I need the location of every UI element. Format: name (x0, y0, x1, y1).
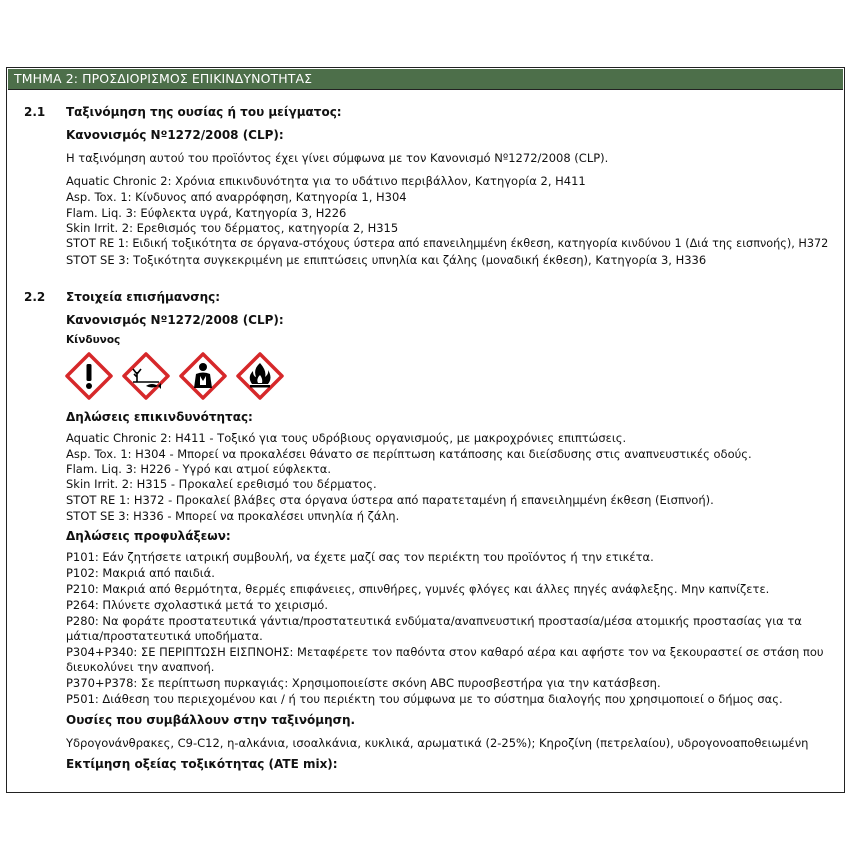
flame-icon (236, 352, 284, 400)
precautionary-statement: P210: Μακριά από θερμότητα, θερμές επιφάνειες, σπινθήρες, γυμνές φλόγες και άλλες πηγές ανάφλεξης. Μην καπνίζετε. (66, 582, 770, 596)
subsection-title-2-1: Ταξινόμηση της ουσίας ή του μείγματος: (66, 105, 342, 119)
health-hazard-icon (179, 352, 227, 400)
hazard-statement: Asp. Tox. 1: H304 - Μπορεί να προκαλέσει θάνατο σε περίπτωση κατάποσης και διείσδυσης στις αναπνευστικές οδούς. (66, 447, 752, 461)
precautionary-statement: P501: Διάθεση του περιεχομένου και / ή του περιέκτη του σύμφωνα με το σύστημα διαλογής που χρησιμοποιεί ο δήμος σας. (66, 692, 783, 706)
section-title: ΤΜΗΜΑ 2: ΠΡΟΣΔΙΟΡΙΣΜΟΣ ΕΠΙΚΙΝΔΥΝΟΤΗΤΑΣ (14, 71, 313, 86)
classification-line: Flam. Liq. 3: Εύφλεκτα υγρά, Κατηγορία 3, H226 (66, 206, 347, 220)
environment-icon (122, 352, 170, 400)
substances-heading: Ουσίες που συμβάλλουν στην ταξινόμηση. (66, 713, 356, 727)
section-header (8, 69, 843, 90)
precautionary-statement: μάτια/προστατευτικά υποδήματα. (66, 629, 263, 643)
subsection-title-2-2: Στοιχεία επισήμανσης: (66, 290, 221, 304)
classification-line: STOT RE 1: Ειδική τοξικότητα σε όργανα-στόχους ύστερα από επανειλημμένη έκθεση, κατηγορία κινδύνου 1 (Διά της εισπνοής), H372 (66, 237, 829, 250)
hazard-statement: Skin Irrit. 2: H315 - Προκαλεί ερεθισμό του δέρματος. (66, 477, 377, 491)
subsection-number-2-2: 2.2 (24, 290, 46, 304)
regulation-heading-2-1: Κανονισμός Νº1272/2008 (CLP): (66, 128, 284, 142)
precautionary-statement: P102: Μακριά από παιδιά. (66, 566, 215, 580)
substances-text: Υδρογονάνθρακες, C9-C12, η-αλκάνια, ισοαλκάνια, κυκλικά, αρωματικά (2-25%); Κηροζίνη (πετρελαίου), υδρογονοαποθειωμένη (66, 736, 809, 750)
hazard-statement: Flam. Liq. 3: H226 - Υγρό και ατμοί εύφλεκτα. (66, 462, 332, 476)
precautionary-statement: P264: Πλύνετε σχολαστικά μετά το χειρισμό. (66, 598, 328, 612)
hazard-statement: STOT SE 3: H336 - Μπορεί να προκαλέσει υπνηλία ή ζάλη. (66, 509, 400, 523)
signal-word: Κίνδυνος (66, 334, 121, 346)
exclamation-mark-icon (65, 352, 113, 400)
hazard-statement: STOT RE 1: H372 - Προκαλεί βλάβες στα όργανα ύστερα από παρατεταμένη ή επανειλημμένη έκθεση (Εισπνοή). (66, 493, 714, 507)
precautionary-statement: P280: Να φοράτε προστατευτικά γάντια/προστατευτικά ενδύματα/αναπνευστική προστασία/μέσα ατομικής προστασίας για τα (66, 614, 802, 628)
regulation-heading-2-2: Κανονισμός Νº1272/2008 (CLP): (66, 313, 284, 327)
classification-line: Aquatic Chronic 2: Χρόνια επικινδυνότητα για το υδάτινο περιβάλλον, Κατηγορία 2, H411 (66, 174, 586, 188)
classification-intro: Η ταξινόμηση αυτού του προϊόντος έχει γίνει σύμφωνα με τον Κανονισμό Nº1272/2008 (CLP). (66, 151, 609, 165)
precautionary-statement: P304+P340: ΣΕ ΠΕΡΙΠΤΩΣΗ ΕΙΣΠΝΟΗΣ: Μεταφέρετε τον παθόντα στον καθαρό αέρα και αφήστε τον να ξεκουραστεί σε στάση που (66, 645, 824, 659)
precautionary-statement: διευκολύνει την αναπνοή. (66, 660, 215, 674)
precautionary-statement: P370+P378: Σε περίπτωση πυρκαγιάς: Χρησιμοποιείστε σκόνη ABC πυροσβεστήρα για την κατάσβεση. (66, 676, 661, 690)
classification-line: Asp. Tox. 1: Κίνδυνος από αναρρόφηση, Κατηγορία 1, H304 (66, 190, 407, 204)
precautionary-statements-heading: Δηλώσεις προφυλάξεων: (66, 529, 231, 543)
classification-line: STOT SE 3: Τοξικότητα συγκεκριμένη με επιπτώσεις υπνηλία και ζάλης (μοναδική έκθεση), Κατηγορία 3, H336 (66, 253, 707, 267)
precautionary-statement: P101: Εάν ζητήσετε ιατρική συμβουλή, να έχετε μαζί σας τον περιέκτη του προϊόντος ή την ετικέτα. (66, 550, 654, 564)
subsection-number-2-1: 2.1 (24, 105, 46, 119)
hazard-statements-heading: Δηλώσεις επικινδυνότητας: (66, 410, 253, 424)
ate-heading: Εκτίμηση οξείας τοξικότητας (ATE mix): (66, 757, 338, 771)
hazard-statement: Aquatic Chronic 2: H411 - Τοξικό για τους υδρόβιους οργανισμούς, με μακροχρόνιες επιπτώσεις. (66, 431, 627, 445)
classification-line: Skin Irrit. 2: Ερεθισμός του δέρματος, κατηγορία 2, H315 (66, 221, 399, 235)
